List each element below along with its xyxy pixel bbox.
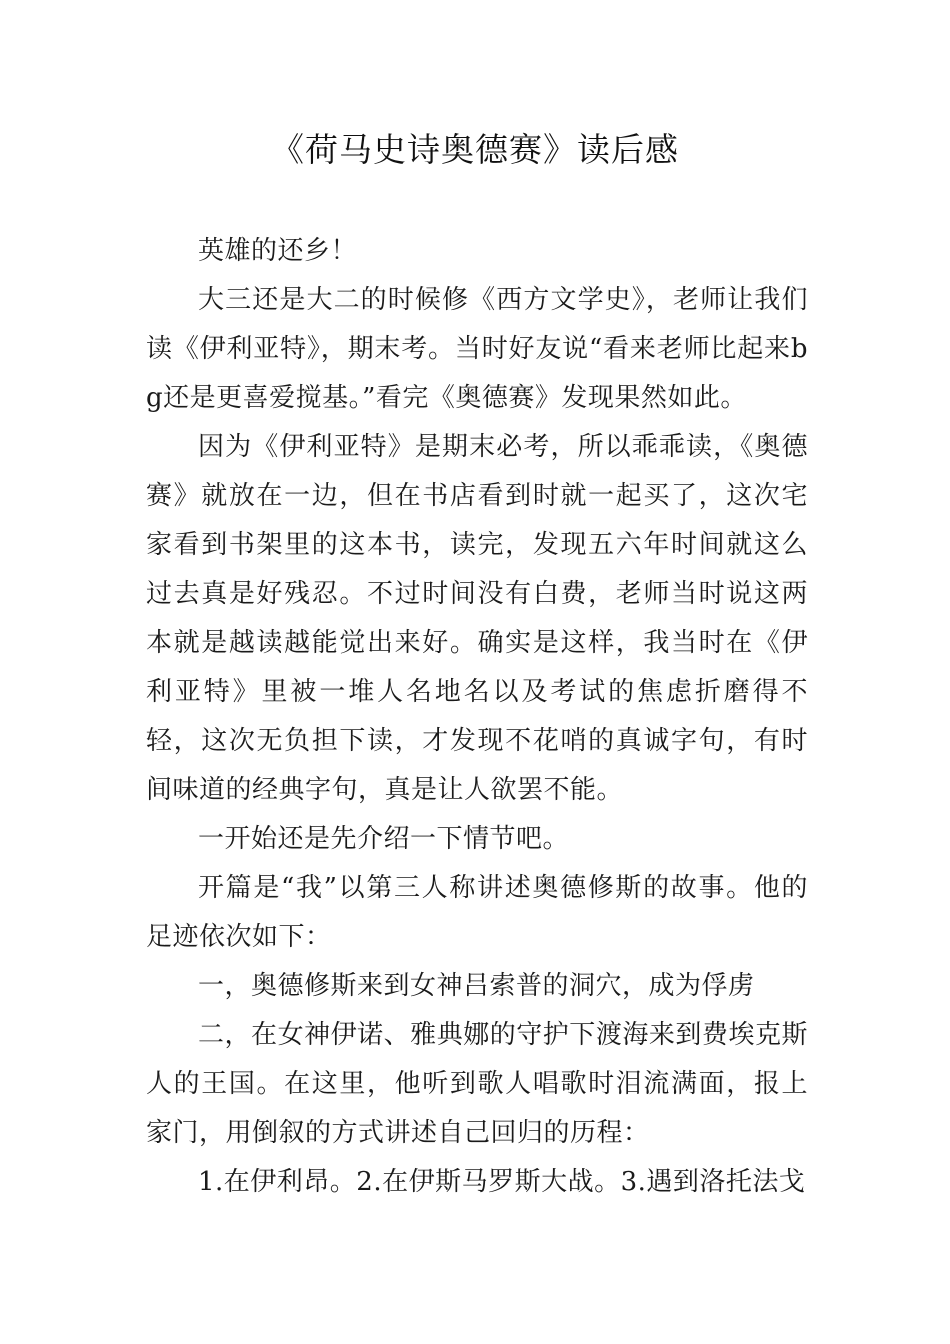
document-body bbox=[146, 227, 808, 1207]
paragraph: 1.在伊利昂。2.在伊斯马罗斯大战。3.遇到洛托法戈 bbox=[198, 1167, 806, 1197]
paragraph: 二，在女神伊诺、雅典娜的守护下渡海来到费埃克斯人的王国。在这里，他听到歌人唱歌时泪流满面，报上家门，用倒叙的方式讲述自己回归的历程： bbox=[146, 1020, 808, 1148]
paragraph: 一，奥德修斯来到女神吕索普的洞穴，成为俘虏 bbox=[198, 971, 755, 1001]
document-title: 《荷马史诗奥德赛》读后感 bbox=[271, 130, 679, 169]
paragraph: 英雄的还乡！ bbox=[198, 236, 358, 266]
paragraph: 一开始还是先介绍一下情节吧。 bbox=[198, 824, 570, 854]
paragraph: 大三还是大二的时候修《西方文学史》，老师让我们读《伊利亚特》，期末考。当时好友说“看来老师比起来bg还是更喜爱搅基。”看完《奥德赛》发现果然如此。 bbox=[146, 285, 808, 413]
paragraph: 开篇是“我”以第三人称讲述奥德修斯的故事。他的足迹依次如下： bbox=[146, 873, 808, 952]
paragraph: 因为《伊利亚特》是期末必考，所以乖乖读，《奥德赛》就放在一边，但在书店看到时就一起买了，这次宅家看到书架里的这本书，读完，发现五六年时间就这么过去真是好残忍。不过时间没有白费，老师当时说这两本就是越读越能觉出来好。确实是这样，我当时在《伊利亚特》里被一堆人名地名以及考试的焦虑折磨得不轻，这次无负担下读，才发现不花哨的真诚字句，有时间味道的经典字句，真是让人欲罢不能。 bbox=[146, 432, 808, 805]
